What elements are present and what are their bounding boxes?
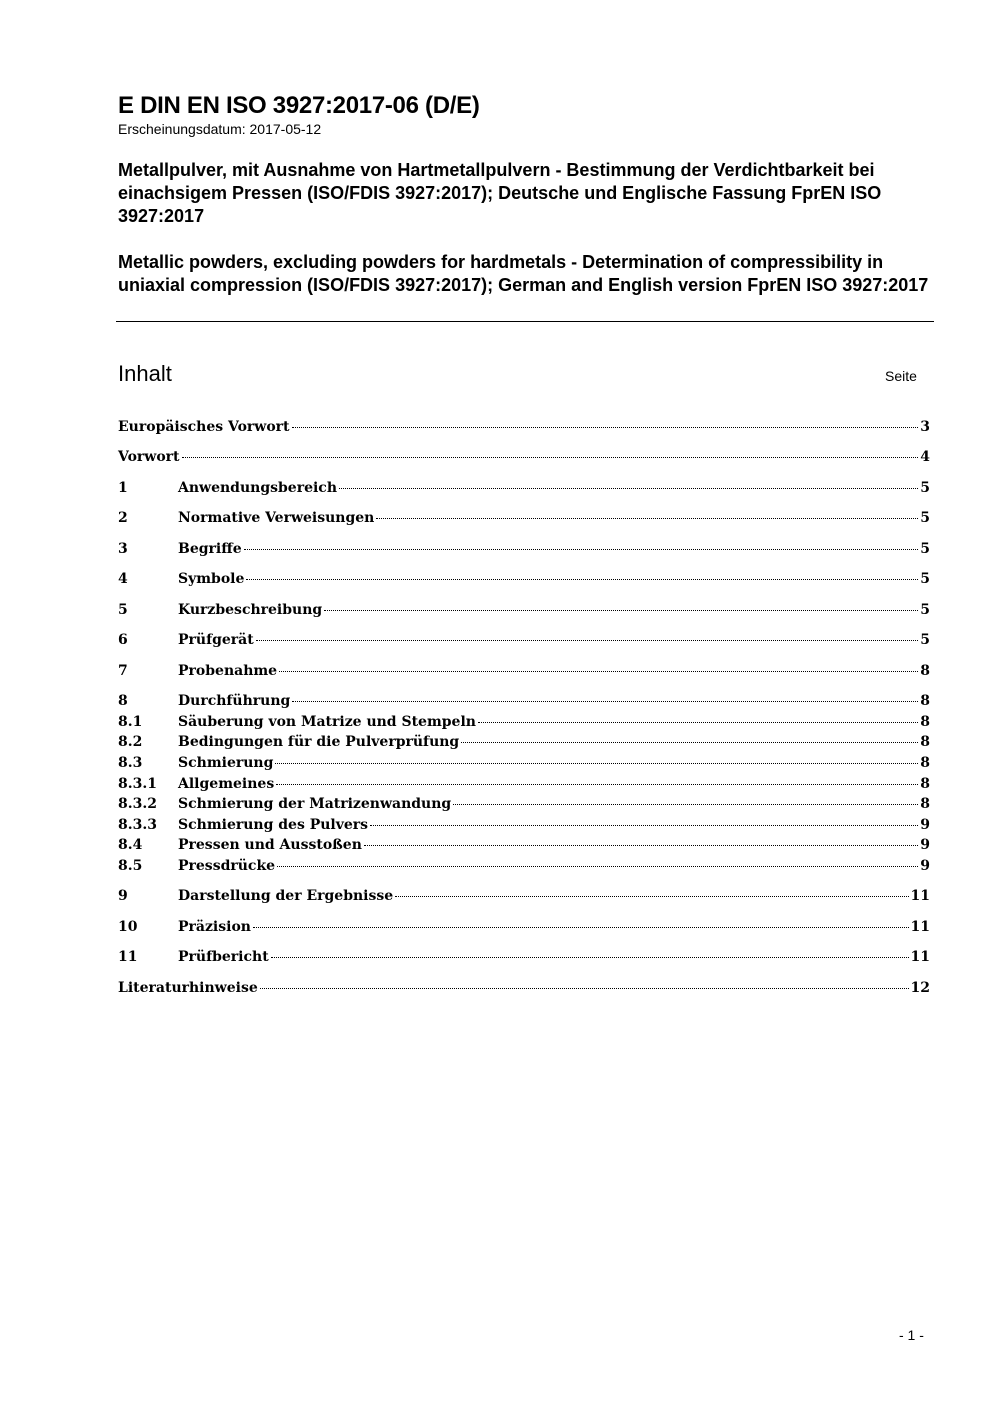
toc-dot-leader [256,640,919,641]
toc-entry-page: 5 [920,632,930,648]
toc-heading: Inhalt [118,361,172,386]
toc-entry-title: Schmierung [178,755,274,771]
title-german: Metallpulver, mit Ausnahme von Hartmetallpulvern - Bestimmung der Verdichtbarkeit bei einachsigem Pressen (ISO/FDIS 3927:2017); Deutsche und Englische Fassung FprEN ISO 3927:2017 [118,160,882,226]
toc-entry-title: Bedingungen für die Pulverprüfung [178,734,460,750]
toc-dot-leader [253,927,909,928]
toc-dot-leader [182,457,919,458]
toc-entry-number: 11 [118,949,138,965]
toc-entry-title: Schmierung des Pulvers [178,817,369,833]
toc-entry-title: Prüfbericht [178,949,269,965]
toc-entry-title: Begriffe [178,541,242,557]
toc-dot-leader [364,845,918,846]
toc-dot-leader [324,610,918,611]
toc-entry-page: 4 [920,449,930,465]
toc-entry-page: 3 [920,419,930,435]
toc-entry-title: Probenahme [178,663,278,679]
toc-dot-leader [276,784,918,785]
toc-entry[interactable] [118,418,930,436]
toc-entry[interactable] [118,540,930,558]
toc-entry-title: Europäisches Vorwort [118,419,290,435]
toc-dot-leader [478,722,918,723]
toc-entry-page: 11 [910,888,930,904]
toc-entry-title: Vorwort [118,449,180,465]
toc-entry-page: 5 [920,602,930,618]
toc-entry-number: 1 [118,480,128,496]
toc-entry-page: 8 [920,734,930,750]
toc-entry-number: 8.3.3 [118,817,157,833]
toc-dot-leader [370,825,918,826]
toc-entry[interactable] [118,979,930,997]
toc-entry[interactable] [118,713,930,731]
toc-entry-title: Pressen und Ausstoßen [178,837,362,853]
toc-entry-title: Allgemeines [178,776,275,792]
toc-entry-title: Säuberung von Matrize und Stempeln [178,714,476,730]
toc-entry-page: 8 [920,776,930,792]
toc-dot-leader [246,579,918,580]
toc-entry-page: 11 [910,919,930,935]
toc-entry[interactable] [118,816,930,834]
toc-entry-title: Literaturhinweise [118,980,258,996]
toc-page-column-label: Seite [885,368,917,384]
toc-entry-title: Präzision [178,919,251,935]
toc-entry[interactable] [118,601,930,619]
toc-entry-page: 5 [920,541,930,557]
toc-entry[interactable] [118,795,930,813]
toc-entry-title: Darstellung der Ergebnisse [178,888,394,904]
toc-dot-leader [292,427,919,428]
title-english: Metallic powders, excluding powders for hardmetals - Determination of compressibility in uniaxial compression (ISO/FDIS 3927:2017); German and English version FprEN ISO 3927:2017 [118,252,929,295]
toc-entry[interactable] [118,948,930,966]
page-number: - 1 - [899,1327,924,1343]
toc-entry-page: 5 [920,510,930,526]
toc-entry-title: Schmierung der Matrizenwandung [178,796,452,812]
toc-entry-page: 11 [910,949,930,965]
toc-entry-title: Normative Verweisungen [178,510,375,526]
toc-entry-title: Kurzbeschreibung [178,602,323,618]
toc-entry-title: Symbole [178,571,245,587]
toc-dot-leader [292,701,918,702]
toc-entry-title: Prüfgerät [178,632,254,648]
toc-dot-leader [277,866,918,867]
toc-entry[interactable] [118,509,930,527]
toc-dot-leader [339,488,918,489]
toc-entry-title: Anwendungsbereich [178,480,337,496]
toc-dot-leader [279,671,918,672]
toc-entry-page: 5 [920,571,930,587]
toc-entry[interactable] [118,836,930,854]
toc-entry[interactable] [118,570,930,588]
publication-date: Erscheinungsdatum: 2017-05-12 [118,121,322,137]
toc-entry[interactable] [118,754,930,772]
toc-entry-page: 9 [920,858,930,874]
toc-entry-number: 2 [118,510,128,526]
toc-entry-page: 8 [920,755,930,771]
toc-entry[interactable] [118,631,930,649]
toc-dot-leader [453,804,918,805]
toc-entry-page: 8 [920,796,930,812]
toc-dot-leader [260,988,909,989]
toc-dot-leader [395,896,908,897]
toc-entry[interactable] [118,448,930,466]
toc-entry[interactable] [118,918,930,936]
title-divider [116,321,934,322]
toc-entry-number: 8 [118,693,128,709]
toc-entry-number: 8.1 [118,714,143,730]
toc-entry-page: 12 [910,980,930,996]
toc-entry-number: 8.2 [118,734,143,750]
toc-entry-number: 9 [118,888,128,904]
toc-entry-number: 8.5 [118,858,143,874]
toc-entry-number: 5 [118,602,128,618]
toc-entry-number: 8.4 [118,837,143,853]
toc-entry-page: 9 [920,817,930,833]
toc-entry[interactable] [118,887,930,905]
toc-entry-number: 4 [118,571,128,587]
toc-dot-leader [376,518,918,519]
document-id: E DIN EN ISO 3927:2017-06 (D/E) [118,92,480,119]
toc-entry-page: 8 [920,714,930,730]
toc-entry[interactable] [118,857,930,875]
toc-entry-title: Pressdrücke [178,858,276,874]
toc-entry[interactable] [118,479,930,497]
toc-entry[interactable] [118,775,930,793]
toc-entry-number: 6 [118,632,128,648]
toc-entry-title: Durchführung [178,693,291,709]
toc-dot-leader [461,742,918,743]
toc-entry-number: 10 [118,919,138,935]
toc-entry-number: 8.3.1 [118,776,157,792]
toc-dot-leader [271,957,909,958]
toc-entry-page: 5 [920,480,930,496]
toc-entry-number: 3 [118,541,128,557]
toc-entry-page: 9 [920,837,930,853]
toc-entry-page: 8 [920,693,930,709]
toc-entry-number: 7 [118,663,128,679]
toc-dot-leader [275,763,918,764]
toc-entry-number: 8.3 [118,755,143,771]
toc-entry[interactable] [118,692,930,710]
toc-entry-number: 8.3.2 [118,796,157,812]
toc-entry[interactable] [118,733,930,751]
toc-entry[interactable] [118,662,930,680]
toc-dot-leader [244,549,919,550]
toc-entry-page: 8 [920,663,930,679]
